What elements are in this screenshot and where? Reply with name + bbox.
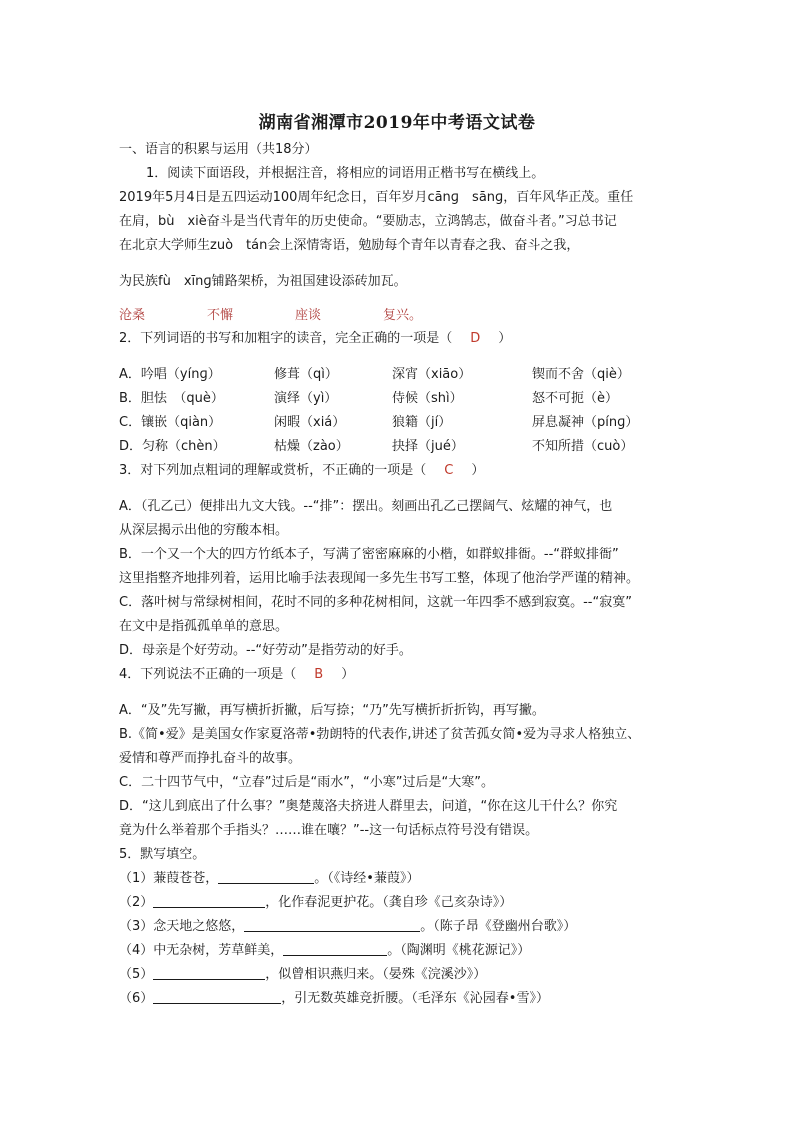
q5-item-1-prefix: （1）蒹葭苍苍， [119,871,219,886]
q5-stem: 5．默写填空。 [119,847,206,862]
q2-c-word-3: 狼籍（jí） [392,415,452,430]
q2-b-word-3: 侍候（shì） [392,391,463,406]
q3-stem-close: ） [471,463,485,478]
q3-option-a-line-1: A．（孔乙己）便排出九文大钱。--“排”：摆出。刻画出孔乙己摆阔气、炫耀的神气，也 [119,499,613,514]
q3-option-d: D．母亲是个好劳动。--“好劳动”是指劳动的好手。 [119,643,412,658]
q2-option-d [119,438,679,456]
q3-option-b-line-1: B．一个又一个大的四方竹纸本子，写满了密密麻麻的小楷，如群蚁排衙。--“群蚁排衙” [119,547,619,562]
q2-a-word-1: A．吟唱（yínɡ） [119,367,221,382]
q5-item-6-suffix: ，引无数英雄竞折腰。（毛泽东《沁园春•雪》） [281,991,549,1006]
q5-item-4 [119,942,530,960]
section-heading: 一、语言的积累与运用（共18分） [119,142,318,157]
q4-stem-close: ） [341,667,355,682]
q3-answer: C [444,463,454,478]
q1-passage-line-4: 为民族fù xīnɡ铺路架桥，为祖国建设添砖加瓦。 [119,274,407,289]
q5-item-3-blank[interactable] [244,918,420,932]
q5-item-3-prefix: （3）念天地之悠悠， [119,919,245,934]
q3-option-c-line-1: C．落叶树与常绿树相间，花时不同的多种花树相间，这就一年四季不感到寂寞。--“寂寞” [119,595,632,610]
q5-item-4-blank[interactable] [283,942,387,956]
q2-d-word-3: 抉择（jué） [392,439,464,454]
q2-d-word-2: 枯燥（zào） [274,439,349,454]
q4-option-b-line-1: B.《简•爱》是美国女作家夏洛蒂•勃朗特的代表作,讲述了贫苦孤女简•爱为寻求人格独立、 [119,727,641,742]
q5-item-5-suffix: ，似曾相识燕归来。（晏殊《浣溪沙》） [265,967,487,982]
q5-item-4-suffix: 。（陶渊明《桃花源记》） [387,943,531,958]
q4-option-a: A．“及”先写撇，再写横折折撇，后写捺；“乃”先写横折折折钩，再写撇。 [119,703,545,718]
q1-passage-line-3: 在北京大学师生zuò tán会上深情寄语，勉励每个青年以青春之我、奋斗之我， [119,238,580,253]
q3-option-b-line-2: 这里指整齐地排列着，运用比喻手法表现闻一多先生书写工整，体现了他治学严谨的精神。 [119,571,640,586]
q2-a-word-3: 深宵（xiāo） [392,367,472,382]
q5-item-6-blank[interactable] [153,990,281,1004]
q4-stem [119,666,354,684]
q5-item-5 [119,966,486,984]
q5-item-1-suffix: 。（《诗经•蒹葭》） [314,871,420,886]
q5-item-4-prefix: （4）中无杂树，芳草鲜美， [119,943,284,958]
q1-stem: 1．阅读下面语段，并根据注音，将相应的词语用正楷书写在横线上。 [146,166,545,181]
q1-answer-2: 不懈 [207,308,234,323]
q4-option-b-line-2: 爱情和尊严而挣扎奋斗的故事。 [119,751,302,766]
q2-c-word-4: 屏息凝神（pínɡ） [532,415,639,430]
q5-item-3-suffix: 。（陈子昂《登幽州台歌》） [420,919,577,934]
q4-option-c: C．二十四节气中，“立春”过后是“雨水”，“小寒”过后是“大寒”。 [119,775,494,790]
q1-answer-1: 沧桑 [119,308,146,323]
q2-b-word-4: 怒不可扼（è） [532,391,618,406]
q2-stem [119,330,511,348]
q2-b-word-2: 演绎（yì） [274,391,338,406]
q3-stem-text: 3．对下列加点粗词的理解或赏析，不正确的一项是（ [119,463,427,478]
q1-answer-4: 复兴。 [383,308,423,323]
q5-item-6 [119,990,549,1008]
q5-item-1 [119,870,419,888]
q5-item-1-blank[interactable] [218,870,314,884]
q2-d-word-1: D．匀称（chèn） [119,439,226,454]
q5-item-2-suffix: ，化作春泥更护花。（龚自珍《己亥杂诗》） [265,895,513,910]
q1-passage-line-2: 在肩，bù xiè奋斗是当代青年的历史使命。“要励志，立鸿鹄志，做奋斗者。”习总书记 [119,214,617,229]
q2-stem-close: ） [498,331,512,346]
q2-a-word-4: 锲而不舍（qiè） [532,367,630,382]
q5-item-5-blank[interactable] [153,966,265,980]
q5-item-2 [119,894,512,912]
q5-item-6-prefix: （6） [119,991,154,1006]
q2-stem-text: 2．下列词语的书写和加粗字的读音，完全正确的一项是（ [119,331,453,346]
q4-option-d-line-2: 竟为什么举着那个手指头？……谁在嚷？”--这一句话标点符号没有错误。 [119,823,539,838]
q2-c-word-2: 闲暇（xiá） [274,415,346,430]
q5-item-2-prefix: （2） [119,895,154,910]
q2-option-a [119,366,679,384]
q3-option-a-line-2: 从深层揭示出他的穷酸本相。 [119,523,289,538]
q4-stem-text: 4．下列说法不正确的一项是（ [119,667,297,682]
q1-passage-line-1: 2019年5月4日是五四运动100周年纪念日，百年岁月cānɡ sānɡ，百年风华正茂。重任 [119,190,634,205]
q2-d-word-4: 不知所措（cuò） [532,439,634,454]
q2-option-b [119,390,679,408]
q2-c-word-1: C．镶嵌（qiàn） [119,415,222,430]
q1-answer-3: 座谈 [295,308,322,323]
q2-answer: D [470,331,481,346]
q3-option-c-line-2: 在文中是指孤孤单单的意思。 [119,619,289,634]
q2-b-word-1: B．胆怯 （què） [119,391,224,406]
q5-item-3 [119,918,576,936]
q5-item-2-blank[interactable] [153,894,265,908]
q5-item-5-prefix: （5） [119,967,154,982]
q3-stem [119,462,484,480]
q2-option-c [119,414,679,432]
q4-answer: B [314,667,324,682]
page-title: 湖南省湘潭市2019年中考语文试卷 [258,113,536,133]
q2-a-word-2: 修葺（qì） [274,367,338,382]
q4-option-d-line-1: D．“这儿到底出了什么事？”奥楚蔑洛夫挤进人群里去，问道，“你在这儿干什么？你究 [119,799,618,814]
